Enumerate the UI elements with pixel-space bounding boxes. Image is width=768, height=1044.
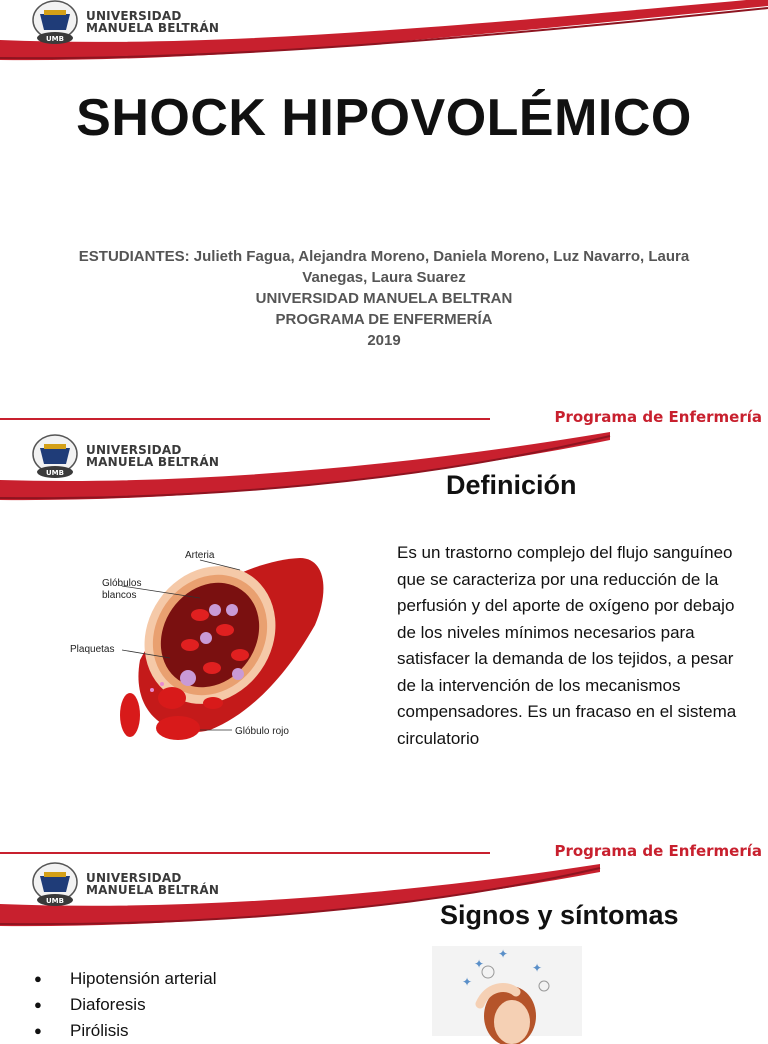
label-white-cells-2: blancos [102,590,137,601]
label-white-cells: Glóbulos [102,578,142,589]
university-crest-icon [30,862,80,906]
svg-text:UMB: UMB [46,897,64,905]
university-logo [30,434,219,478]
credits-block [20,246,748,351]
svg-text:UMB: UMB [46,35,64,43]
logo-line2: MANUELA BELTRÁN [86,455,220,469]
svg-text:✦: ✦ [498,947,509,961]
list-item: ● Hipotensión arterial [34,966,216,992]
list-item: ● Diaforesis [34,992,216,1018]
label-platelets: Plaquetas [70,644,115,655]
university-crest-icon [30,434,80,478]
credits-line: 2019 [367,332,401,349]
program-banner-text: Programa de Enfermería [554,842,762,860]
definition-text: Es un trastorno complejo del flujo sanguíneo que se caracteriza por una reducción de la perfusión y del aporte de oxígeno por debajo de los niveles mínimos necesarios para satisfacer la demanda de los tejidos, a pesar de la intervención de los mecanismos compensadores. Es un fracaso en el sistema circulatorio [397,543,737,748]
logo-line1: UNIVERSIDAD [86,443,182,457]
label-red-cell: Glóbulo rojo [235,726,289,737]
svg-text:✦: ✦ [462,975,473,989]
label-artery: Arteria [185,550,215,561]
page-title: SHOCK HIPOVOLÉMICO [76,89,692,147]
university-crest-icon [30,0,80,44]
slide-definition [0,408,768,842]
logo-line2: MANUELA BELTRÁN [86,883,220,897]
svg-text:✦: ✦ [474,957,485,971]
slide-signs [0,842,768,1040]
university-logo [30,862,219,906]
section-title: Definición [446,470,577,500]
credits-line: UNIVERSIDAD MANUELA BELTRAN [255,290,513,307]
logo-line1: UNIVERSIDAD [86,9,182,23]
logo-line2: MANUELA BELTRÁN [86,21,220,35]
svg-text:UMB: UMB [46,469,64,477]
slide-title [0,0,768,412]
credits-line: Vanegas, Laura Suarez [302,269,466,286]
svg-text:✦: ✦ [532,961,543,975]
credits-line: PROGRAMA DE ENFERMERÍA [275,311,493,328]
artery-illustration [60,540,340,755]
credits-line: ESTUDIANTES: Julieth Fagua, Alejandra Moreno, Daniela Moreno, Luz Navarro, Laura [78,248,690,265]
signs-list [34,966,216,1044]
list-item: ● Pirólisis [34,1018,216,1044]
logo-line1: UNIVERSIDAD [86,871,182,885]
dizzy-person-illustration [432,946,582,1036]
university-logo [30,0,219,44]
section-title: Signos y síntomas [440,900,679,930]
program-banner-text: Programa de Enfermería [554,408,762,426]
